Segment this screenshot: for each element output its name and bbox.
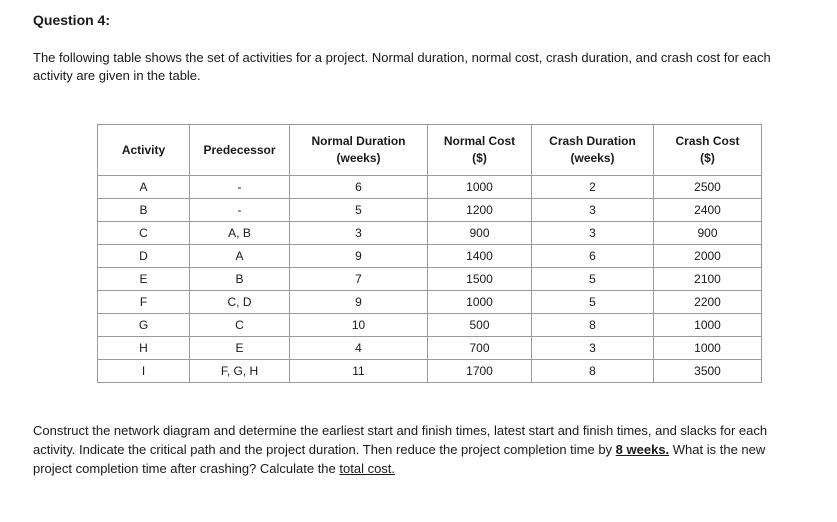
cell-predecessor: - [190,176,290,199]
cell-crash-duration: 8 [532,314,654,337]
cell-normal-duration: 10 [290,314,428,337]
cell-normal-cost: 1700 [428,360,532,383]
table-row [98,222,762,245]
cell-crash-cost: 2200 [654,291,762,314]
cell-activity: B [98,199,190,222]
cell-crash-cost: 1000 [654,314,762,337]
table-row [98,199,762,222]
cell-crash-cost: 2000 [654,245,762,268]
cell-normal-duration: 9 [290,245,428,268]
cell-crash-cost: 2400 [654,199,762,222]
cell-predecessor: B [190,268,290,291]
cell-predecessor: A, B [190,222,290,245]
cell-crash-duration: 2 [532,176,654,199]
cell-activity: F [98,291,190,314]
cell-normal-cost: 1000 [428,291,532,314]
cell-normal-duration: 4 [290,337,428,360]
cell-normal-duration: 6 [290,176,428,199]
table-row [98,291,762,314]
cell-normal-cost: 500 [428,314,532,337]
cell-crash-cost: 2500 [654,176,762,199]
cell-predecessor: E [190,337,290,360]
cell-crash-duration: 8 [532,360,654,383]
cell-normal-duration: 9 [290,291,428,314]
cell-activity: D [98,245,190,268]
cell-activity: H [98,337,190,360]
question-title: Question 4: [33,12,111,28]
table-header-row [98,125,762,176]
question-instructions [33,421,803,478]
cell-crash-duration: 3 [532,222,654,245]
cell-crash-duration: 3 [532,337,654,360]
cell-normal-cost: 900 [428,222,532,245]
header-predecessor: Predecessor [190,125,290,176]
instructions-text-part1: Construct the network diagram and determine the earliest start and finish times, latest start and finish times, and slacks for each activity. Indicate the critical path and the project duration. Then reduce the project completion time by [33,423,768,457]
cell-normal-duration: 11 [290,360,428,383]
table-row [98,176,762,199]
cell-crash-cost: 3500 [654,360,762,383]
cell-activity: A [98,176,190,199]
header-normal-cost: Normal Cost ($) [428,125,532,176]
cell-activity: C [98,222,190,245]
cell-activity: I [98,360,190,383]
header-normal-duration: Normal Duration (weeks) [290,125,428,176]
header-activity: Activity [98,125,190,176]
table-row [98,268,762,291]
cell-normal-cost: 1500 [428,268,532,291]
cell-predecessor: F, G, H [190,360,290,383]
header-crash-cost: Crash Cost ($) [654,125,762,176]
cell-normal-duration: 7 [290,268,428,291]
cell-normal-duration: 5 [290,199,428,222]
cell-activity: E [98,268,190,291]
cell-crash-cost: 900 [654,222,762,245]
cell-crash-cost: 1000 [654,337,762,360]
question-intro: The following table shows the set of activities for a project. Normal duration, normal cost, crash duration, and crash cost for each activity are given in the table. [33,50,771,83]
cell-crash-cost: 2100 [654,268,762,291]
cell-crash-duration: 3 [532,199,654,222]
cell-predecessor: C [190,314,290,337]
cell-normal-cost: 1400 [428,245,532,268]
table-row [98,360,762,383]
table-row [98,245,762,268]
cell-predecessor: C, D [190,291,290,314]
cell-normal-cost: 1000 [428,176,532,199]
cell-activity: G [98,314,190,337]
header-crash-duration: Crash Duration (weeks) [532,125,654,176]
total-cost-underlined: total cost. [339,461,396,476]
cell-crash-duration: 6 [532,245,654,268]
table-row [98,337,762,360]
cell-normal-cost: 700 [428,337,532,360]
crash-target-emphasis: 8 weeks. [615,442,670,457]
cell-predecessor: - [190,199,290,222]
activity-table [97,124,762,383]
cell-normal-cost: 1200 [428,199,532,222]
cell-predecessor: A [190,245,290,268]
cell-crash-duration: 5 [532,268,654,291]
table-row [98,314,762,337]
cell-normal-duration: 3 [290,222,428,245]
cell-crash-duration: 5 [532,291,654,314]
instructions-text-part2: What is the new project completion time after crashing? Calculate the [33,442,766,476]
